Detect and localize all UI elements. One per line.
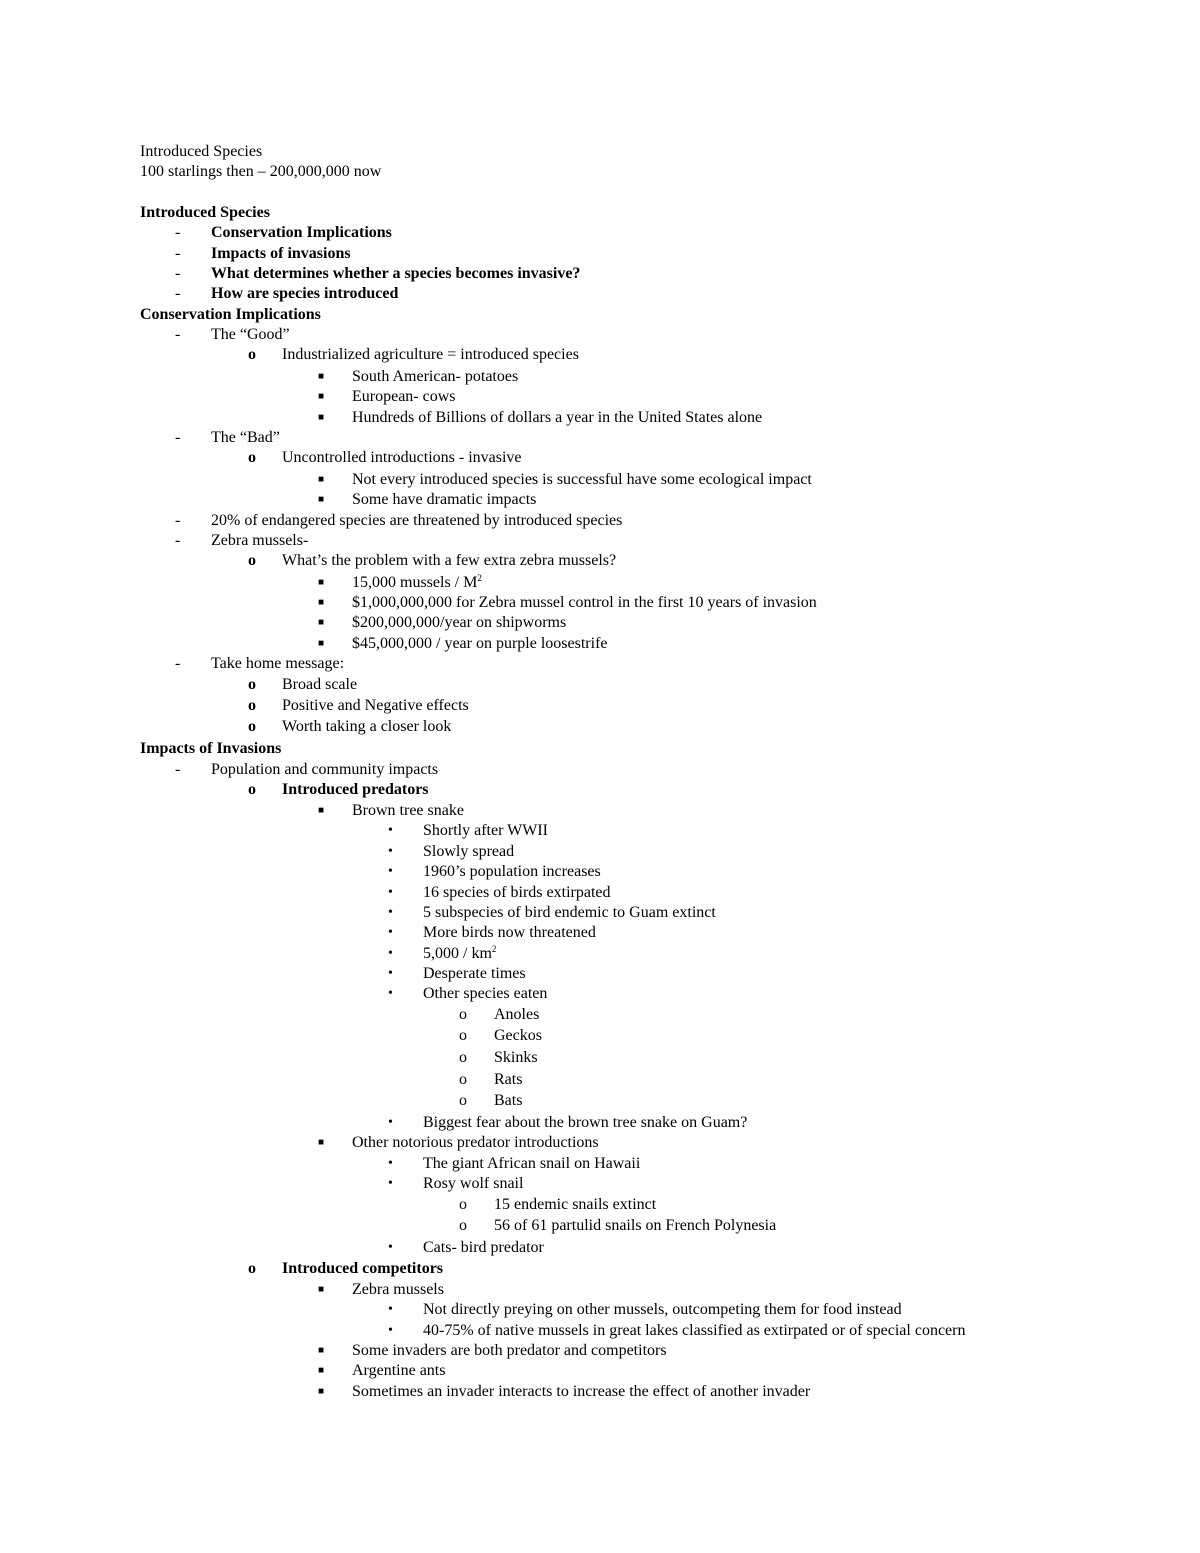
o-marker: o <box>248 781 256 798</box>
list-item-text: Conservation Implications <box>211 224 392 241</box>
list-item-text: The “Good” <box>211 326 290 343</box>
list-item-text: Positive and Negative effects <box>282 697 469 714</box>
square-bullet-icon: ■ <box>318 638 325 649</box>
list-item-text: Bats <box>494 1092 523 1109</box>
section3-heading: Impacts of Invasions <box>140 740 282 757</box>
bullet-icon: • <box>388 1302 393 1317</box>
doc-subtitle: 100 starlings then – 200,000,000 now <box>140 163 382 180</box>
list-item-text: Hundreds of Billions of dollars a year in the United States alone <box>352 409 763 426</box>
o-marker: o <box>459 1049 467 1066</box>
bullet-icon: • <box>388 925 393 940</box>
list-item-text: Other notorious predator introductions <box>352 1134 599 1151</box>
list-item-text: 56 of 61 partulid snails on French Polynesia <box>494 1217 777 1234</box>
square-bullet-icon: ■ <box>318 1284 325 1295</box>
o-marker: o <box>248 346 256 363</box>
list-item-text: Sometimes an invader interacts to increase the effect of another invader <box>352 1383 811 1400</box>
bullet-icon: • <box>388 844 393 859</box>
dash-marker: - <box>175 265 181 282</box>
o-marker: o <box>248 697 256 714</box>
list-item-text: Some invaders are both predator and competitors <box>352 1342 667 1359</box>
list-item-text-main: 5,000 / km <box>423 945 492 962</box>
o-marker: o <box>459 1217 467 1234</box>
list-item-text: 20% of endangered species are threatened by introduced species <box>211 512 623 529</box>
dash-marker: - <box>175 512 181 529</box>
list-item-text-main: 15,000 mussels / M <box>352 574 478 591</box>
section1-heading: Introduced Species <box>140 204 270 221</box>
list-item-text: Population and community impacts <box>211 761 439 778</box>
square-bullet-icon: ■ <box>318 474 325 485</box>
list-item-text: 40-75% of native mussels in great lakes classified as extirpated or of special concern <box>423 1322 966 1339</box>
list-item-text: Zebra mussels <box>352 1281 444 1298</box>
square-bullet-icon: ■ <box>318 805 325 816</box>
dash-marker: - <box>175 655 181 672</box>
o-marker: o <box>459 1092 467 1109</box>
square-bullet-icon: ■ <box>318 1365 325 1376</box>
list-item-text: How are species introduced <box>211 285 399 302</box>
bullet-icon: • <box>388 885 393 900</box>
o-marker: o <box>248 1260 256 1277</box>
list-item-text: $200,000,000/year on shipworms <box>352 614 567 631</box>
list-item-text: Biggest fear about the brown tree snake on Guam? <box>423 1114 748 1131</box>
dash-marker: - <box>175 224 181 241</box>
list-item-text: Desperate times <box>423 965 526 982</box>
dash-marker: - <box>175 429 181 446</box>
square-bullet-icon: ■ <box>318 577 325 588</box>
list-item-text: Rosy wolf snail <box>423 1175 524 1192</box>
list-item-text: Cats- bird predator <box>423 1239 544 1256</box>
dash-marker: - <box>175 326 181 343</box>
section2-heading: Conservation Implications <box>140 306 321 323</box>
bullet-icon: • <box>388 864 393 879</box>
o-marker: o <box>459 1006 467 1023</box>
square-bullet-icon: ■ <box>318 597 325 608</box>
list-item-text: Uncontrolled introductions - invasive <box>282 449 522 466</box>
list-item-text: Geckos <box>494 1027 542 1044</box>
dash-marker: - <box>175 285 181 302</box>
list-item-text: 1960’s population increases <box>423 863 601 880</box>
list-item-text: 16 species of birds extirpated <box>423 884 611 901</box>
square-bullet-icon: ■ <box>318 617 325 628</box>
list-item-text: The giant African snail on Hawaii <box>423 1155 641 1172</box>
dash-marker: - <box>175 761 181 778</box>
list-item-text: Some have dramatic impacts <box>352 491 537 508</box>
list-item-text: Impacts of invasions <box>211 245 351 262</box>
square-bullet-icon: ■ <box>318 412 325 423</box>
bullet-icon: • <box>388 905 393 920</box>
list-item-text: Worth taking a closer look <box>282 718 452 735</box>
list-item-text: What’s the problem with a few extra zebra mussels? <box>282 552 617 569</box>
list-item-text: South American- potatoes <box>352 368 519 385</box>
o-marker: o <box>459 1196 467 1213</box>
bullet-icon: • <box>388 966 393 981</box>
o-marker: o <box>248 676 256 693</box>
o-marker: o <box>248 552 256 569</box>
list-item-text: Introduced competitors <box>282 1260 444 1277</box>
bullet-icon: • <box>388 1240 393 1255</box>
list-item-text: 15 endemic snails extinct <box>494 1196 657 1213</box>
list-item-text: Rats <box>494 1071 523 1088</box>
o-marker: o <box>459 1027 467 1044</box>
list-item-text: Slowly spread <box>423 843 515 860</box>
square-bullet-icon: ■ <box>318 391 325 402</box>
bullet-icon: • <box>388 823 393 838</box>
list-item-text: Not directly preying on other mussels, outcompeting them for food instead <box>423 1301 902 1318</box>
bullet-icon: • <box>388 1115 393 1130</box>
list-item-text: $1,000,000,000 for Zebra mussel control in the first 10 years of invasion <box>352 594 817 611</box>
list-item-text <box>423 944 496 964</box>
list-item-text: Take home message: <box>211 655 345 672</box>
o-marker: o <box>248 718 256 735</box>
list-item-text: Shortly after WWII <box>423 822 548 839</box>
list-item-text: Not every introduced species is successful have some ecological impact <box>352 471 812 488</box>
list-item-text <box>352 573 482 593</box>
bullet-icon: • <box>388 1156 393 1171</box>
list-item-text: 5 subspecies of bird endemic to Guam extinct <box>423 904 716 921</box>
list-item-text: More birds now threatened <box>423 924 596 941</box>
list-item-text: Zebra mussels- <box>211 532 309 549</box>
square-bullet-icon: ■ <box>318 494 325 505</box>
list-item-text: Other species eaten <box>423 985 548 1002</box>
list-item-text: Industrialized agriculture = introduced species <box>282 346 579 363</box>
superscript: 2 <box>491 944 497 954</box>
dash-marker: - <box>175 532 181 549</box>
square-bullet-icon: ■ <box>318 1386 325 1397</box>
list-item-text: Skinks <box>494 1049 538 1066</box>
bullet-icon: • <box>388 1323 393 1338</box>
list-item-text: Broad scale <box>282 676 358 693</box>
bullet-icon: • <box>388 1176 393 1191</box>
list-item-text: Brown tree snake <box>352 802 464 819</box>
list-item-text: $45,000,000 / year on purple loosestrife <box>352 635 608 652</box>
bullet-icon: • <box>388 946 393 961</box>
list-item-text: Argentine ants <box>352 1362 446 1379</box>
list-item-text: What determines whether a species becomes invasive? <box>211 265 581 282</box>
superscript: 2 <box>477 573 482 583</box>
o-marker: o <box>248 449 256 466</box>
doc-title: Introduced Species <box>140 143 263 160</box>
square-bullet-icon: ■ <box>318 1345 325 1356</box>
bullet-icon: • <box>388 986 393 1001</box>
dash-marker: - <box>175 245 181 262</box>
o-marker: o <box>459 1071 467 1088</box>
list-item-text: European- cows <box>352 388 456 405</box>
list-item-text: Introduced predators <box>282 781 429 798</box>
list-item-text: The “Bad” <box>211 429 280 446</box>
square-bullet-icon: ■ <box>318 1137 325 1148</box>
square-bullet-icon: ■ <box>318 371 325 382</box>
list-item-text: Anoles <box>494 1006 540 1023</box>
